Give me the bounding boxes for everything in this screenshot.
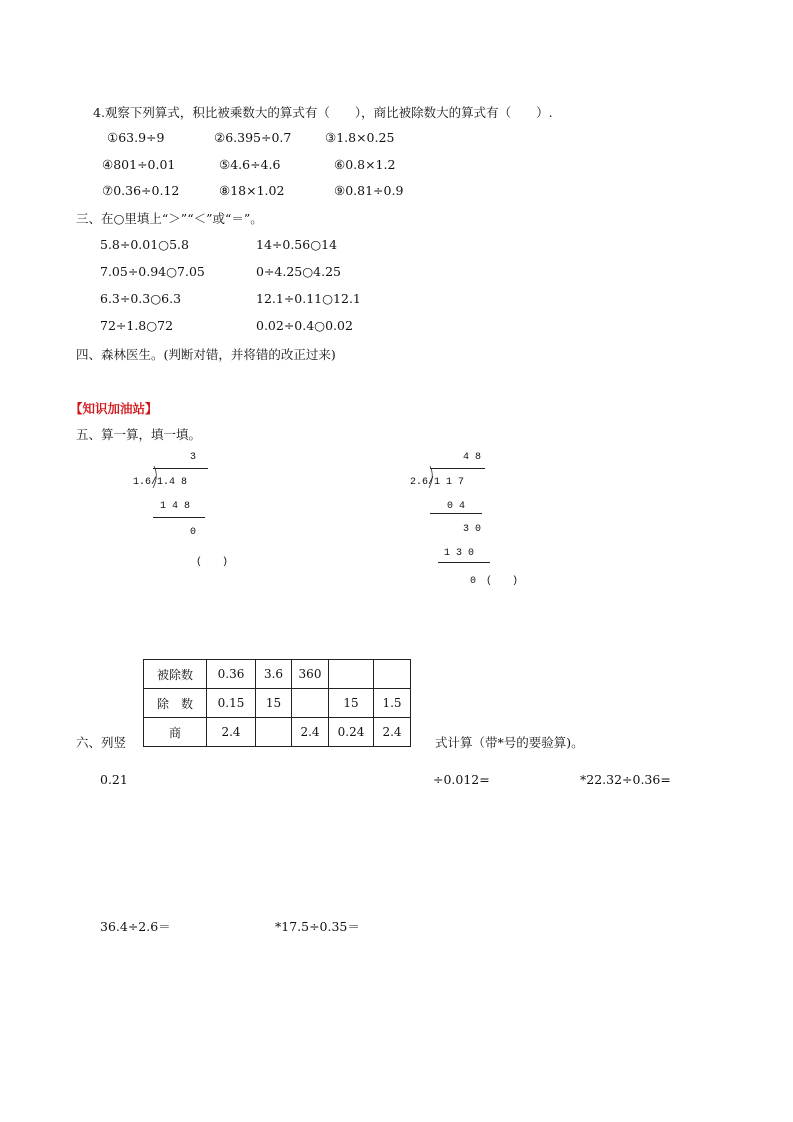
left-divisor-dividend: 1.6/1.4 8 [133,477,188,488]
right-subtract-line-1 [430,513,482,514]
right-divisor-dividend: 2.6/1 1 7 [410,477,465,488]
right-sub-result: 3 0 [463,524,482,535]
section-4-title: 四、森林医生。(判断对错，并将错的改正过来) [76,347,336,362]
table-row [144,718,411,747]
table-cell: 除 数 [144,689,207,718]
q4-option: ③1.8×0.25 [325,130,395,145]
compare-item: 6.3÷0.3○6.3 [100,291,182,306]
table-cell [329,660,374,689]
table-row [144,660,411,689]
left-subtract-line [153,517,205,518]
calc-item: 0.21 [100,772,128,787]
table-cell: 商 [144,718,207,747]
q4-stem: 4.观察下列算式，积比被乘数大的算式有（ ），商比被除数大的算式有（ ）. [93,105,553,120]
q4-option: ⑦0.36÷0.12 [102,183,180,198]
q4-option: ⑨0.81÷0.9 [334,183,404,198]
table-cell: 2.4 [292,718,329,747]
table-cell: 15 [329,689,374,718]
right-subtract-line-2 [438,562,490,563]
table-cell [374,660,411,689]
right-product-2: 1 3 0 [444,548,475,559]
table-cell: 1.5 [374,689,411,718]
left-product: 1 4 8 [160,501,191,512]
knowledge-tip-label: 【知识加油站】 [70,401,158,416]
table-cell: 被除数 [144,660,207,689]
table-cell: 2.4 [374,718,411,747]
q4-option: ⑥0.8×1.2 [334,157,396,172]
compare-item: 12.1÷0.11○12.1 [256,291,361,306]
q4-option: ①63.9÷9 [107,130,165,145]
calc-item: *17.5÷0.35＝ [275,919,360,934]
section-5-title: 五、算一算，填一填。 [76,427,202,442]
compare-item: 0.02÷0.4○0.02 [256,318,353,333]
table-cell: 0.24 [329,718,374,747]
table-row [144,689,411,718]
division-table [143,659,411,747]
section-6-title-left: 六、列竖 [76,735,127,750]
compare-item: 7.05÷0.94○7.05 [100,264,205,279]
left-answer-blank: ( ) [196,557,229,568]
q4-option: ②6.395÷0.7 [214,130,292,145]
compare-item: 72÷1.8○72 [100,318,174,333]
compare-item: 0÷4.25○4.25 [256,264,341,279]
table-cell: 360 [292,660,329,689]
calc-item: *22.32÷0.36= [580,772,671,787]
table-cell: 0.15 [207,689,256,718]
table-cell [292,689,329,718]
calc-item: ÷0.012= [433,772,490,787]
compare-item: 5.8÷0.01○5.8 [100,237,189,252]
left-division-bar [153,468,208,469]
left-quotient: 3 [190,452,197,463]
table-cell: 3.6 [256,660,292,689]
table-cell [256,718,292,747]
right-division-bar [430,468,485,469]
section-3-title: 三、在○里填上“＞”“＜”或“＝”。 [76,211,263,226]
section-6-title-right: 式计算（带*号的要验算)。 [435,735,584,750]
compare-item: 14÷0.56○14 [256,237,338,252]
right-product: 0 4 [447,501,466,512]
left-remainder: 0 [190,527,197,538]
table-cell: 2.4 [207,718,256,747]
calc-item: 36.4÷2.6＝ [100,919,171,934]
table-cell: 0.36 [207,660,256,689]
right-remainder-blank: 0 ( ) [470,576,519,587]
q4-option: ⑧18×1.02 [219,183,285,198]
right-quotient: 4 8 [463,452,482,463]
q4-option: ⑤4.6÷4.6 [219,157,281,172]
q4-option: ④801÷0.01 [102,157,176,172]
table-cell: 15 [256,689,292,718]
